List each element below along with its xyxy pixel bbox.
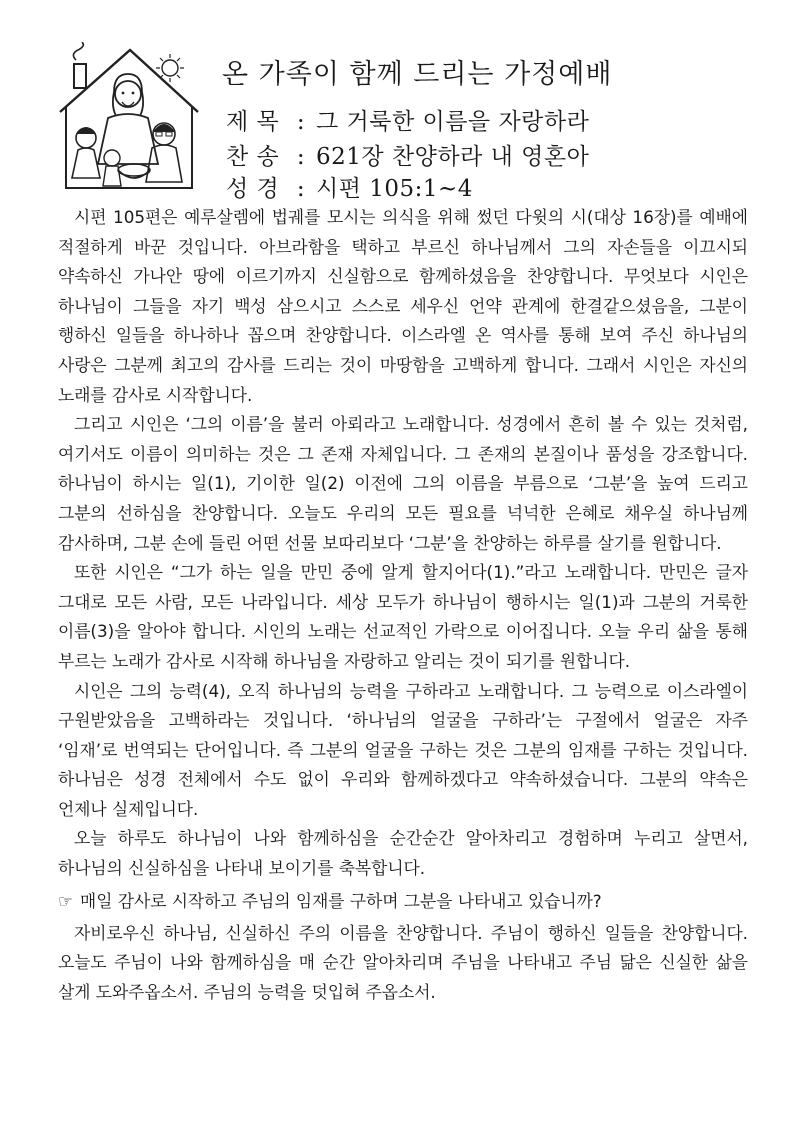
- page-title: 온 가족이 함께 드리는 가정예배: [222, 59, 613, 90]
- subject-key: 제 목: [226, 109, 280, 135]
- subject-value: 그 거룩한 이름을 자랑하라: [316, 109, 590, 135]
- paragraph-5: 오늘 하루도 하나님이 나와 함께하심을 순간순간 알아차리고 경험하며 누리고 살면서, 하나님의 신실하심을 나타내 보이기를 축복합니다.: [58, 828, 748, 879]
- hymn-colon: :: [296, 144, 306, 170]
- prayer-paragraph: 자비로우신 하나님, 신실하신 주의 이름을 찬양합니다. 주님이 행하신 일들을 찬양합니다. 오늘도 주님이 나와 함께하심을 매 순간 알아차리며 주님을 나타내고 주님 닮은 신실한 삶을 살게 도와주옵소서. 주님의 능력을 덧입혀 주옵소서.: [58, 922, 748, 1002]
- hymn-row: [226, 138, 589, 171]
- paragraph-2: 그리고 시인은 ‘그의 이름’을 불러 아뢰라고 노래합니다. 성경에서 흔히 볼 수 있는 것처럼, 여기서도 이름이 의미하는 것은 그 존재 자체입니다. 그 존재의 본질이나 품성을 강조합니다. 하나님이 하시는 일(1), 기이한 일(2) 이전에 그의 이름을 부름으로 ‘그분’을 높여 드리고 그분의 선하심을 찬양합니다. 오늘도 우리의 모든 필요를 넉넉한 은혜로 채우실 하나님께 감사하며, 그분 손에 들린 어떤 선물 보따리보다 ‘그분’을 찬양하는 하루를 살기를 원합니다.: [58, 414, 748, 553]
- scripture-key: 성 경: [226, 176, 280, 202]
- hymn-key: 찬 송: [226, 144, 280, 170]
- devotional-body: [58, 203, 748, 1007]
- reflection-question: [58, 886, 748, 917]
- scripture-value: 시편 105:1~4: [316, 176, 473, 202]
- scripture-row: [226, 170, 473, 203]
- paragraph-4: 시인은 그의 능력(4), 오직 하나님의 능력을 구하라고 노래합니다. 그 능력으로 이스라엘이 구원받았음을 고백하라는 것입니다. ‘하나님의 얼굴을 구하라’는 구절에서 얼굴은 자주 ‘임재’로 번역되는 단어입니다. 즉 그분의 얼굴을 구하는 것은 그분의 임재를 구하는 것입니다. 하나님은 성경 전체에서 수도 없이 우리와 함께하겠다고 약속하셨습니다. 그분의 약속은 언제나 실제입니다.: [58, 680, 748, 819]
- hymn-value: 621장 찬양하라 내 영혼아: [316, 144, 590, 170]
- family-worship-illustration: [52, 42, 202, 192]
- scripture-colon: :: [296, 176, 306, 202]
- paragraph-3: 또한 시인은 “그가 하는 일을 만민 중에 알게 할지어다(1).”라고 노래합니다. 만민은 글자 그대로 모든 사람, 모든 나라입니다. 세상 모두가 하나님이 행하시는 일(1)과 그분의 거룩한 이름(3)을 알아야 합니다. 시인의 노래는 선교적인 가락으로 이어집니다. 오늘 우리 삶을 통해 부르는 노래가 감사로 시작해 하나님을 자랑하고 알리는 것이 되기를 원합니다.: [58, 562, 748, 671]
- pointing-hand-icon: ☞: [58, 890, 74, 911]
- subject-colon: :: [296, 109, 306, 135]
- reflection-question-text: 매일 감사로 시작하고 주님의 임재를 구하며 그분을 나타내고 있습니까?: [80, 890, 602, 911]
- paragraph-1: 시편 105편은 예루살렘에 법궤를 모시는 의식을 위해 썼던 다윗의 시(대상 16장)를 예배에 적절하게 바꾼 것입니다. 아브라함을 택하고 부르신 하나님께서 그의 자손들을 이끄시되 약속하신 가나안 땅에 이르기까지 신실함으로 함께하셨음을 찬양합니다. 무엇보다 시인은 하나님이 그들을 자기 백성 삼으시고 스스로 세우신 언약 관계에 한결같으셨음을, 그분이 행하신 일들을 하나하나 꼽으며 찬양합니다. 이스라엘 온 역사를 통해 보여 주신 하나님의 사랑은 그분께 최고의 감사를 드리는 것이 마땅함을 고백하게 합니다. 그래서 시인은 자신의 노래를 감사로 시작합니다.: [58, 207, 748, 405]
- subject-row: [226, 103, 589, 136]
